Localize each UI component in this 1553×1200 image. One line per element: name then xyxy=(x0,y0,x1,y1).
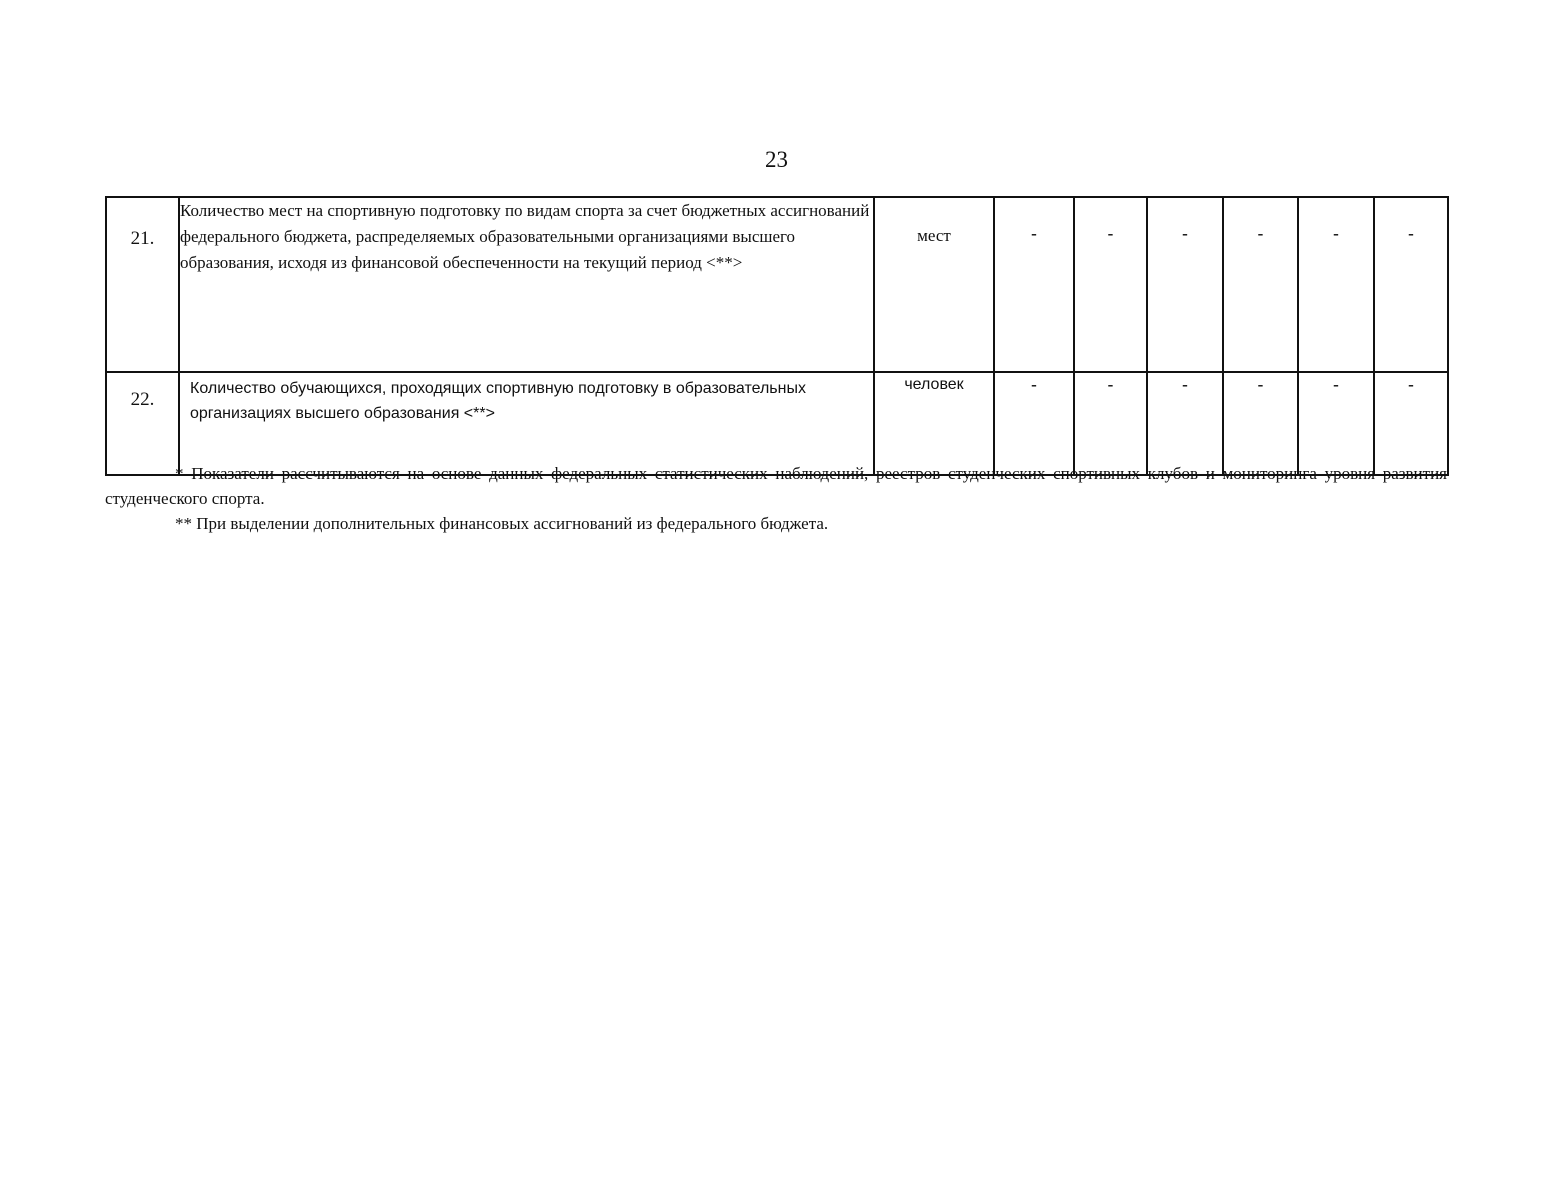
unit-of-measure: мест xyxy=(874,197,994,372)
footnotes xyxy=(105,461,1447,536)
table-row xyxy=(106,372,1448,475)
footnote-statistics: * Показатели рассчитываются на основе данных федеральных статистических наблюдений, реестров студенческих спортивных клубов и мониторинга уровня развития студенческого спорта. xyxy=(105,464,1447,508)
value-cell: - xyxy=(1074,372,1147,475)
value-cell: - xyxy=(1074,197,1147,372)
unit-of-measure: человек xyxy=(874,372,994,475)
indicator-name: Количество мест на спортивную подготовку по видам спорта за счет бюджетных ассигнований федерального бюджета, распределяемых образовательными организациями высшего образования, исходя из финансовой обеспеченности на текущий период <**> xyxy=(179,197,874,372)
value-cell: - xyxy=(1298,372,1374,475)
value-cell: - xyxy=(994,372,1074,475)
row-number: 22. xyxy=(106,372,179,475)
indicator-name: Количество обучающихся, проходящих спортивную подготовку в образовательных организациях высшего образования <**> xyxy=(179,372,874,475)
indicators-table xyxy=(105,196,1449,476)
value-cell: - xyxy=(1298,197,1374,372)
footnote-budget: ** При выделении дополнительных финансовых ассигнований из федерального бюджета. xyxy=(175,514,829,533)
value-cell: - xyxy=(1147,372,1223,475)
value-cell: - xyxy=(1374,372,1448,475)
value-cell: - xyxy=(1223,197,1298,372)
value-cell: - xyxy=(994,197,1074,372)
table-row xyxy=(106,197,1448,372)
page-number: 23 xyxy=(765,147,788,172)
row-number: 21. xyxy=(106,197,179,372)
value-cell: - xyxy=(1223,372,1298,475)
value-cell: - xyxy=(1147,197,1223,372)
value-cell: - xyxy=(1374,197,1448,372)
